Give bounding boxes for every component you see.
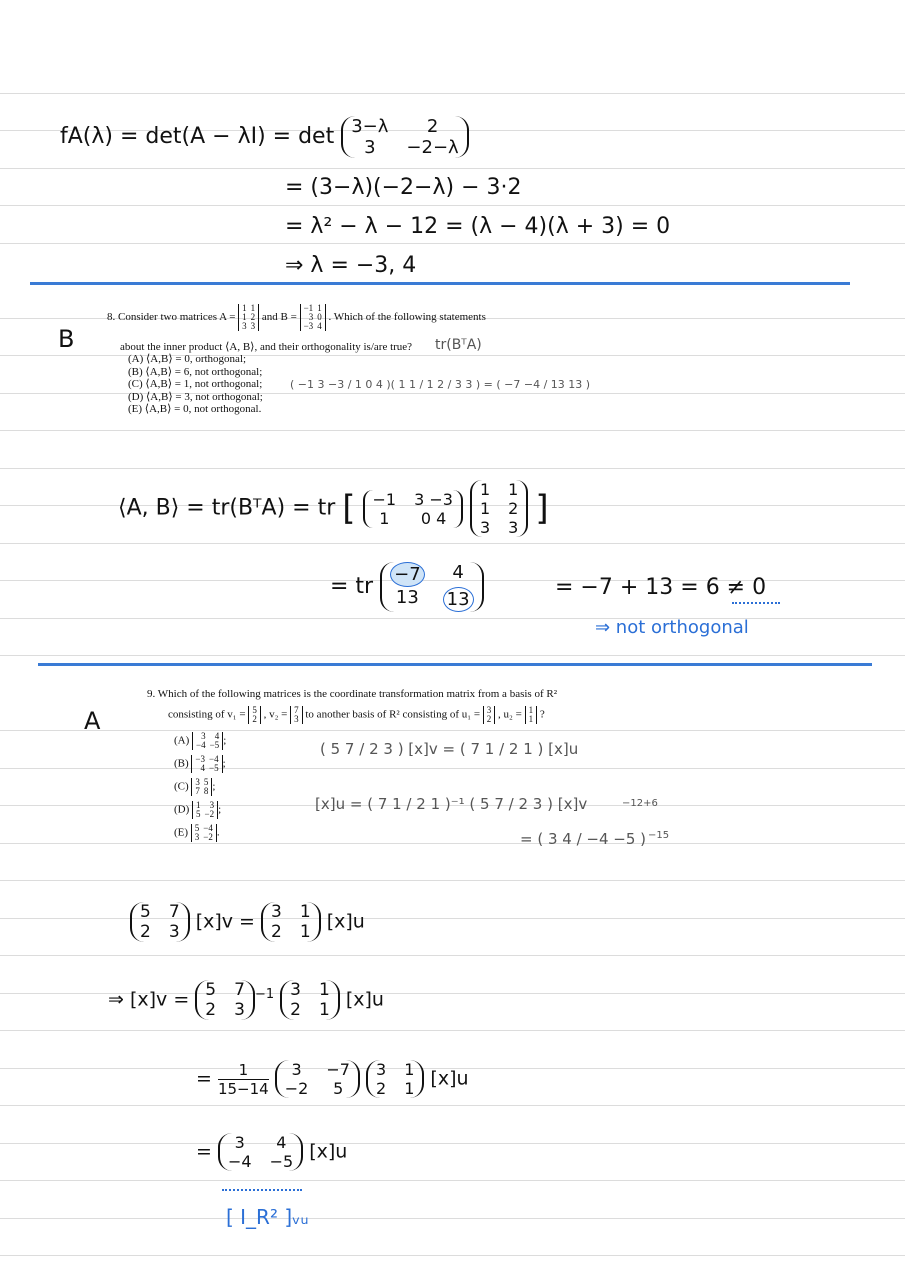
q8-work2-lhs: = tr xyxy=(330,574,374,599)
matrix-cell: 0 4 xyxy=(420,508,447,528)
q8-matrix-b xyxy=(300,304,326,331)
q8-product-matrix xyxy=(380,562,483,612)
q8-option: (D) ⟨A,B⟩ = 3, not orthogonal; xyxy=(128,390,263,403)
vector-cell: 7 xyxy=(294,705,299,715)
q8-prefix: 8. Consider two matrices A = xyxy=(107,311,236,324)
q8-work-lhs: ⟨A, B⟩ = tr(BᵀA) = tr xyxy=(118,495,336,521)
q9-text: to another basis of R² consisting of u₁ = xyxy=(305,708,481,721)
charpoly-line2: = (3−λ)(−2−λ) − 3·2 xyxy=(285,175,522,200)
q9-vector-v1 xyxy=(248,706,261,724)
q9-coord-u: [x]u xyxy=(326,910,365,933)
q9-v-matrix xyxy=(195,980,255,1020)
q8-work-line1 xyxy=(118,480,549,537)
matrix-cell: −5 xyxy=(209,740,220,750)
q9-transition-matrix-label: [ I_R² ]ᵥᵤ xyxy=(226,1205,309,1229)
matrix-cell: 3 xyxy=(250,321,256,331)
q9-text: , u₂ = xyxy=(498,708,522,721)
section-divider xyxy=(38,663,872,666)
q9-result-matrix xyxy=(218,1133,303,1171)
vector-cell: 5 xyxy=(252,705,257,715)
matrix-cell: 3 xyxy=(201,731,206,741)
matrix-cell: −1 xyxy=(303,303,314,313)
matrix-cell: 2 xyxy=(205,1000,217,1020)
q8-option: (A) ⟨A,B⟩ = 0, orthogonal; xyxy=(128,353,247,365)
q8-bt-matrix xyxy=(363,490,463,528)
q9-text: consisting of v₁ = xyxy=(168,708,246,721)
matrix-cell: −7 xyxy=(390,562,425,587)
equals-sign: = xyxy=(196,1140,212,1163)
matrix-cell: 1 xyxy=(479,499,491,518)
vector-cell: 2 xyxy=(252,714,257,724)
option-matrix xyxy=(191,755,222,773)
equals-sign: = xyxy=(196,1067,212,1090)
matrix-cell: 3 xyxy=(194,832,200,842)
option-label: (C) xyxy=(174,780,189,793)
matrix-cell: 3 xyxy=(376,1060,387,1079)
matrix-cell: 3 xyxy=(290,980,301,1000)
q8-result: = −7 + 13 = 6 ≠ 0 xyxy=(555,575,767,600)
matrix-cell: 3 xyxy=(308,312,314,322)
option-label: (D) xyxy=(174,803,190,816)
q8-a-matrix xyxy=(470,480,528,537)
option-label: (B) xyxy=(174,757,189,770)
q8-line2: about the inner product ⟨A, B⟩, and their orthogonality is/are true? xyxy=(120,341,413,353)
matrix-cell: 3 xyxy=(364,137,376,158)
matrix-cell: 2 xyxy=(271,922,282,942)
matrix-cell: 8 xyxy=(203,786,209,796)
q8-line1 xyxy=(107,304,486,331)
q9-u-matrix xyxy=(261,902,321,942)
matrix-cell: 5 xyxy=(205,980,217,1000)
matrix-cell: 1 xyxy=(404,1060,415,1079)
matrix-cell: 4 xyxy=(452,562,464,583)
matrix-cell: 3−λ xyxy=(351,116,389,137)
matrix-cell: 1 xyxy=(318,980,330,1000)
q9-coord-u: [x]u xyxy=(430,1067,469,1090)
matrix-cell: 1 xyxy=(379,508,390,528)
option-label: (A) xyxy=(174,734,190,747)
matrix-cell: 2 xyxy=(376,1079,387,1098)
matrix-cell: 3 −3 xyxy=(414,489,453,509)
matrix-cell: 2 xyxy=(250,312,256,322)
matrix-cell: −7 xyxy=(326,1060,350,1079)
matrix-cell: 1 xyxy=(479,480,491,499)
matrix-cell: 1 xyxy=(508,480,519,499)
matrix-cell: 0 xyxy=(317,312,322,322)
q8-option: (B) ⟨A,B⟩ = 6, not orthogonal; xyxy=(128,365,263,378)
charpoly-lhs: fA(λ) = det(A − λI) = det xyxy=(60,124,335,149)
charpoly-line3: = λ² − λ − 12 = (λ − 4)(λ + 3) = 0 xyxy=(285,214,671,239)
q8-option: (C) ⟨A,B⟩ = 1, not orthogonal; xyxy=(128,378,263,390)
matrix-cell: 5 xyxy=(196,809,201,819)
q8-suffix: . Which of the following statements xyxy=(328,311,486,324)
matrix-cell: 4 xyxy=(276,1133,287,1152)
q9-line1: 9. Which of the following matrices is the coordinate transformation matrix from a basis of R² xyxy=(147,688,557,700)
matrix-cell: 4 xyxy=(317,321,322,331)
q9-coord-u: [x]u xyxy=(309,1140,348,1163)
q9-adj-matrix xyxy=(275,1060,360,1098)
q9-work-line3 xyxy=(196,1060,469,1098)
q8-options xyxy=(128,353,263,416)
q9-option-a: (A) 3 4 −4 −5 ; xyxy=(174,731,227,750)
matrix-cell: −4 xyxy=(209,754,219,764)
fraction xyxy=(218,1061,269,1098)
q9-option-c: (C) 3 5 7 8 ; xyxy=(174,777,216,796)
q9-work-line1 xyxy=(130,902,365,942)
q9-work-line4 xyxy=(196,1133,347,1171)
matrix-cell: 1 xyxy=(196,800,201,810)
q9-coord-v: [x]v = xyxy=(195,910,255,933)
matrix-cell: −4 xyxy=(203,823,213,833)
matrix-cell: −2 xyxy=(203,832,213,842)
matrix-cell: 1 xyxy=(404,1079,415,1098)
matrix-cell: −4 xyxy=(196,740,206,750)
q8-answer-letter: B xyxy=(58,325,75,353)
matrix-cell: 1 xyxy=(242,303,247,313)
q9-v-matrix xyxy=(130,902,190,942)
matrix-cell: 7 xyxy=(168,902,180,922)
matrix-cell: 4 xyxy=(200,763,205,773)
matrix-cell: 3 xyxy=(291,1060,302,1079)
matrix-cell: 3 xyxy=(271,902,282,922)
option-matrix xyxy=(191,824,217,842)
q9-u-matrix xyxy=(280,980,340,1020)
q8-and-b: and B = xyxy=(261,311,297,324)
q9-u-matrix xyxy=(366,1060,424,1098)
q9-text: , v₂ = xyxy=(263,708,288,721)
matrix-cell: 13 xyxy=(395,587,419,608)
bracket-open: [ xyxy=(342,488,356,529)
matrix-cell: 2 xyxy=(426,116,439,137)
matrix-cell: 7 xyxy=(234,980,245,1000)
q8-conclusion: ⇒ not orthogonal xyxy=(595,617,749,638)
inverse-exponent: −1 xyxy=(254,987,275,1003)
eigenvalues-line: ⇒ λ = −3, 4 xyxy=(285,253,417,278)
matrix-cell: 5 xyxy=(203,777,209,787)
vector-cell: 1 xyxy=(528,705,534,715)
section-divider xyxy=(30,282,850,285)
fraction-numerator: 1 xyxy=(218,1061,269,1080)
matrix-cell: −1 xyxy=(372,489,397,509)
matrix-cell: 1 xyxy=(299,902,311,922)
matrix-cell: 3 xyxy=(168,922,180,942)
q9-line2 xyxy=(168,706,545,724)
matrix-cell: 3 xyxy=(195,777,200,787)
matrix-cell: −3 xyxy=(303,321,314,331)
q9-work-line2 xyxy=(108,980,384,1020)
charpoly-matrix xyxy=(341,116,468,158)
matrix-cell: 5 xyxy=(194,823,200,833)
fraction-denominator: 15−14 xyxy=(217,1079,269,1098)
matrix-cell: 1 xyxy=(317,303,322,313)
matrix-cell: 1 xyxy=(299,922,311,942)
matrix-cell: 3 xyxy=(234,1000,245,1020)
q9-answer-letter: A xyxy=(84,707,101,735)
matrix-cell: 3 xyxy=(508,518,519,537)
matrix-cell: 5 xyxy=(333,1079,344,1098)
underline-squiggle xyxy=(732,602,780,604)
matrix-cell: −4 xyxy=(227,1152,252,1171)
option-matrix xyxy=(192,732,223,750)
vector-cell: 3 xyxy=(294,714,299,724)
q8-matrix-a xyxy=(238,304,259,331)
charpoly-line1 xyxy=(60,116,469,158)
q8-work-line2 xyxy=(330,562,484,612)
q9-text: ? xyxy=(539,708,545,721)
bracket-close: ] xyxy=(535,488,549,529)
matrix-cell: 3 xyxy=(209,800,215,810)
matrix-cell: 2 xyxy=(140,922,151,942)
matrix-cell: 2 xyxy=(508,499,519,518)
q8-option: (E) ⟨A,B⟩ = 0, not orthogonal. xyxy=(128,403,262,415)
matrix-cell: 3 xyxy=(479,518,491,537)
matrix-cell: 13 xyxy=(443,587,474,612)
matrix-cell: 3 xyxy=(234,1133,245,1152)
q9-vector-u2 xyxy=(525,706,538,724)
q9-option-b: (B) −3 −4 4 −5 ; xyxy=(174,754,226,773)
matrix-cell: 1 xyxy=(250,303,256,313)
q9-pencil-side: −12+6 xyxy=(622,798,658,809)
q9-implies: ⇒ [x]v = xyxy=(108,988,190,1011)
matrix-cell: −2−λ xyxy=(406,137,459,158)
matrix-cell: −5 xyxy=(269,1152,294,1171)
q9-coord-u: [x]u xyxy=(345,988,384,1011)
q9-option-d: (D) 1 3 5 −2 ; xyxy=(174,800,222,819)
matrix-cell: 5 xyxy=(140,902,151,922)
vector-cell: 3 xyxy=(486,705,492,715)
matrix-cell: −5 xyxy=(209,763,219,773)
matrix-cell: 7 xyxy=(195,786,200,796)
q9-pencil-3: = ( 3 4 / −4 −5 ) xyxy=(520,830,647,848)
vector-cell: 1 xyxy=(528,714,534,724)
q9-option-e: (E) 5 −4 3 −2 . xyxy=(174,823,220,842)
underline-squiggle xyxy=(222,1189,302,1191)
q9-vector-v2 xyxy=(290,706,303,724)
matrix-cell: 2 xyxy=(290,1000,301,1020)
q9-pencil-1: ( 5 7 / 2 3 ) [x]v = ( 7 1 / 2 1 ) [x]u xyxy=(320,740,579,758)
matrix-cell: 3 xyxy=(242,321,247,331)
option-matrix xyxy=(192,801,218,819)
q9-vector-u1 xyxy=(483,706,496,724)
vector-cell: 2 xyxy=(486,714,492,724)
option-matrix xyxy=(191,778,212,796)
matrix-cell: 4 xyxy=(214,731,220,741)
matrix-cell: 1 xyxy=(318,1000,330,1020)
q9-pencil-side2: −15 xyxy=(648,830,670,841)
matrix-cell: −3 xyxy=(195,754,205,764)
q9-options xyxy=(174,732,226,847)
matrix-cell: 1 xyxy=(242,312,247,322)
matrix-cell: −2 xyxy=(204,809,215,819)
option-label: (E) xyxy=(174,826,189,839)
q9-pencil-2: [x]u = ( 7 1 / 2 1 )⁻¹ ( 5 7 / 2 3 ) [x]v xyxy=(315,795,588,813)
q8-pencil-calc: ( −1 3 −3 / 1 0 4 )( 1 1 / 1 2 / 3 3 ) = ( −7 −4 / 13 13 ) xyxy=(290,378,591,391)
matrix-cell: −2 xyxy=(284,1079,309,1098)
q8-pencil-tr: tr(BᵀA) xyxy=(435,337,482,353)
